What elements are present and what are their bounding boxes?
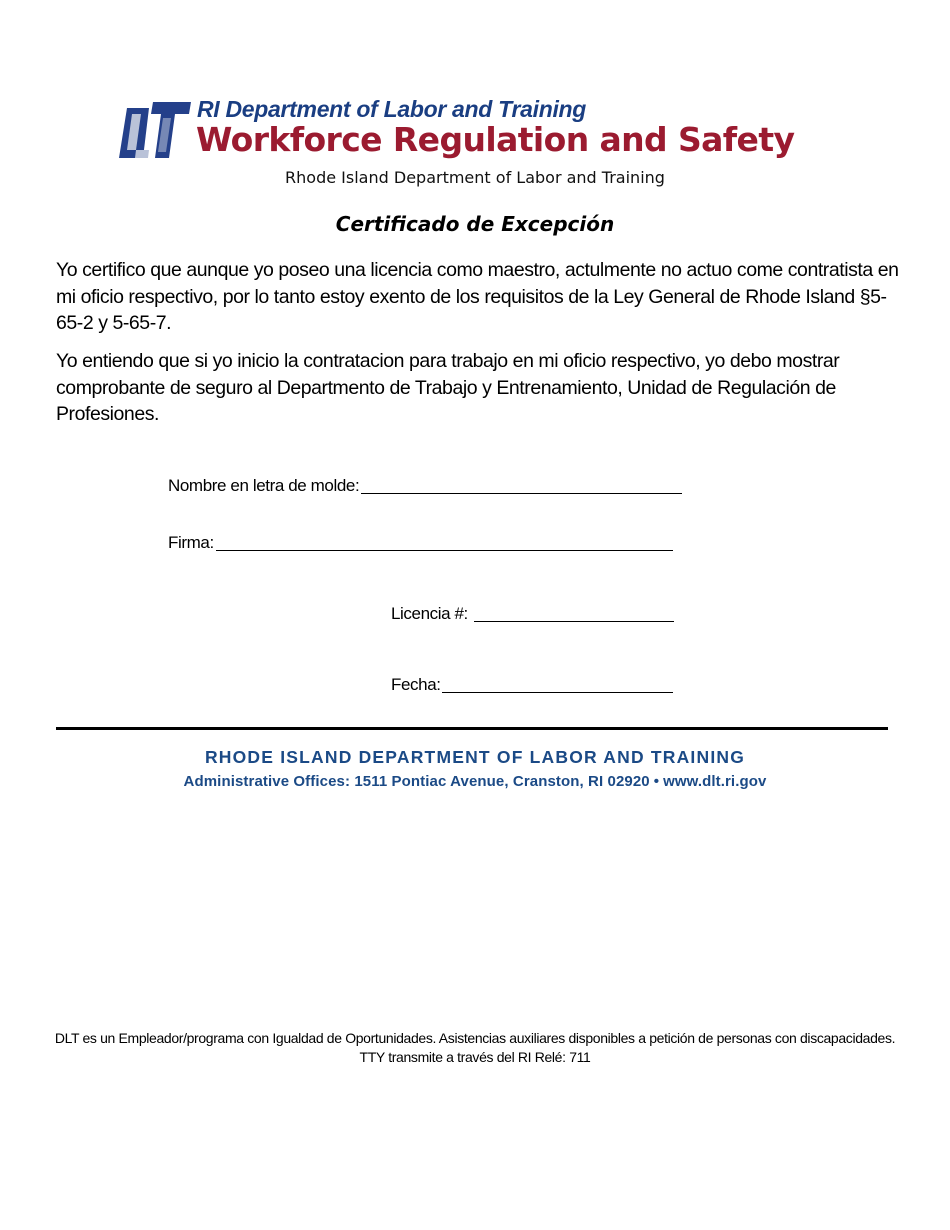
equal-opportunity-notice: DLT es un Empleador/programa con Igualdad de Oportunidades. Asistencias auxiliares disponibles a petición de personas con discapacidades. TTY transmite a través del RI Relé: 711 <box>54 1030 896 1065</box>
printed-name-field <box>168 475 682 496</box>
signature-line[interactable] <box>216 532 673 551</box>
date-line[interactable] <box>442 674 673 693</box>
footer-divider <box>56 727 888 730</box>
dlt-logo-icon <box>119 102 191 158</box>
footer-address: Administrative Offices: 1511 Pontiac Avenue, Cranston, RI 02920 <box>183 773 650 790</box>
agency-name: RI Department of Labor and Training <box>197 96 587 122</box>
bullet-separator: • <box>653 773 660 790</box>
printed-name-line[interactable] <box>361 475 682 494</box>
document-title: Certificado de Excepción <box>335 212 615 236</box>
insurance-paragraph: Yo entiendo que si yo inicio la contratacion para trabajo en mi oficio respectivo, yo debo mostrar comprobante de seguro al Departmento de Trabajo y Entrenamiento, Unidad de Regulación de Profesiones. <box>56 350 840 425</box>
signature-label: Firma: <box>168 533 214 552</box>
footer-org-name: RHODE ISLAND DEPARTMENT OF LABOR AND TRAINING <box>204 747 746 767</box>
date-label: Fecha: <box>391 675 441 694</box>
footer-website-link[interactable]: www.dlt.ri.gov <box>663 773 767 790</box>
printed-name-label: Nombre en letra de molde: <box>168 476 360 495</box>
license-number-field <box>391 603 674 624</box>
division-name: Workforce Regulation and Safety <box>196 120 795 159</box>
license-number-label: Licencia #: <box>391 604 468 623</box>
license-number-line[interactable] <box>474 603 674 622</box>
signature-field <box>168 532 673 553</box>
date-field <box>391 674 673 695</box>
footer-address-line <box>0 773 950 790</box>
certification-paragraph: Yo certifico que aunque yo poseo una licencia como maestro, actulmente no actuo come contratista en mi oficio respectivo, por lo tanto estoy exento de los requisitos de la Ley General de Rhode Island §5-65-2 y 5-65-7. <box>56 259 899 334</box>
agency-subtitle: Rhode Island Department of Labor and Training <box>285 168 665 187</box>
